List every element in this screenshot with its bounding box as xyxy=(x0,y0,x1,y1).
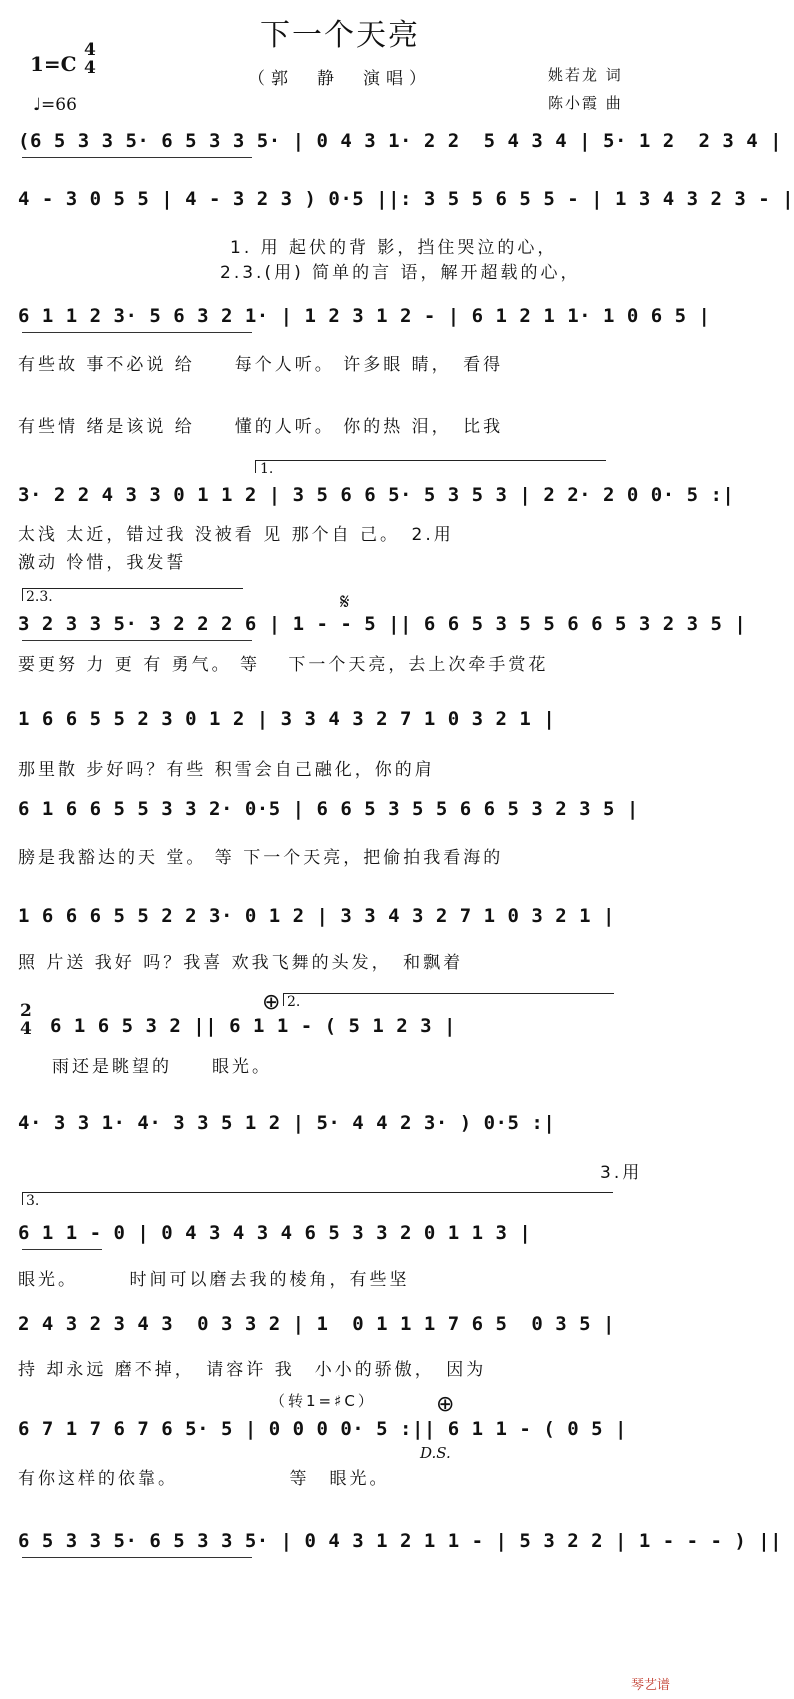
beam-line xyxy=(22,1249,102,1250)
lyric-line-3b: 有些情 绪是该说 给 懂的人听。 你的热 泪， 比我 xyxy=(18,417,504,437)
time-signature-top: 4 xyxy=(84,40,96,60)
beam-line xyxy=(22,157,252,158)
tempo-mark: ♩=66 xyxy=(33,95,77,115)
coda-sign-1: ⊕ xyxy=(262,990,281,1015)
time-signature-bottom: 4 xyxy=(84,58,96,78)
music-line-8: 1 6 6 6 5 5 2 2 3· 0 1 2 | 3 3 4 3 2 7 1 0 3 2 1 | xyxy=(18,905,615,927)
beam-line xyxy=(22,1557,252,1558)
beam-line xyxy=(22,640,252,641)
lyric-line-5: 要更努 力 更 有 勇气。 等 下一个天亮，去上次牵手赏花 xyxy=(18,655,549,675)
volta-bracket-1 xyxy=(255,460,606,473)
lyric-line-4b: 激动 怜惜，我发誓 xyxy=(18,553,187,573)
music-line-13: 6 7 1 7 6 7 6 5· 5 | 0 0 0 0· 5 :|| 6 1 1 - ( 0 5 | xyxy=(18,1418,627,1440)
lyric-line-12: 持 却永远 磨不掉， 请容许 我 小小的骄傲， 因为 xyxy=(18,1360,487,1380)
modulation-note: （转1=♯C） xyxy=(270,1392,376,1410)
beam-line xyxy=(22,332,252,333)
music-line-5: 3 2 3 3 5· 3 2 2 2 6 | 1 - - 5 || 6 6 5 3 5 5 6 6 5 3 2 3 5 | xyxy=(18,613,747,635)
lyric-line-13: 有你这样的依靠。 等 眼光。 xyxy=(18,1469,390,1489)
composer-credit: 陈小霞 曲 xyxy=(548,94,623,112)
key-signature: 1=C xyxy=(30,52,77,76)
time-change-bottom: 4 xyxy=(20,1019,32,1039)
ds-mark: D.S. xyxy=(420,1444,451,1462)
lyric-line-2b: 2.3.(用) 简单的言 语，解开超载的心， xyxy=(220,263,581,283)
music-line-10: 4· 3 3 1· 4· 3 3 5 1 2 | 5· 4 4 2 3· ) 0·5 :| xyxy=(18,1112,556,1134)
music-line-2: 4 - 3 0 5 5 | 4 - 3 2 3 ) 0·5 ||: 3 5 5 6 5 5 - | 1 3 4 3 2 3 - | xyxy=(18,188,794,210)
time-change-top: 2 xyxy=(20,1001,32,1021)
music-line-11: 6 1 1 - 0 | 0 4 3 4 3 4 6 5 3 3 2 0 1 1 3 | xyxy=(18,1222,532,1244)
lyric-line-4a: 太浅 太近，错过我 没被看 见 那个自 己。 2.用 xyxy=(18,525,454,545)
lyric-line-11: 眼光。 时间可以磨去我的棱角，有些坚 xyxy=(18,1270,410,1290)
volta-bracket-2 xyxy=(283,993,614,1006)
volta-bracket-2-3 xyxy=(22,588,243,601)
lyricist-credit: 姚若龙 词 xyxy=(548,66,623,84)
lyric-line-3a: 有些故 事不必说 给 每个人听。 许多眼 睛， 看得 xyxy=(18,355,504,375)
volta-label-1: 1. xyxy=(260,461,274,477)
music-line-6: 1 6 6 5 5 2 3 0 1 2 | 3 3 4 3 2 7 1 0 3 2 1 | xyxy=(18,708,556,730)
music-line-4: 3· 2 2 4 3 3 0 1 1 2 | 3 5 6 6 5· 5 3 5 3 | 2 2· 2 0 0· 5 :| xyxy=(18,484,735,506)
volta-label-2: 2. xyxy=(287,994,301,1010)
volta-label-3: 3. xyxy=(26,1193,40,1209)
song-title: 下一个天亮 xyxy=(260,18,420,53)
music-line-3: 6 1 1 2 3· 5 6 3 2 1· | 1 2 3 1 2 - | 6 1 2 1 1· 1 0 6 5 | xyxy=(18,305,711,327)
music-line-14: 6 5 3 3 5· 6 5 3 3 5· | 0 4 3 1 2 1 1 - | 5 3 2 2 | 1 - - - ) || xyxy=(18,1530,783,1552)
lyric-line-7: 膀是我豁达的天 堂。 等 下一个天亮，把偷拍我看海的 xyxy=(18,848,504,868)
segno-sign: 𝄋 xyxy=(340,590,350,615)
music-line-12: 2 4 3 2 3 4 3 0 3 3 2 | 1 0 1 1 1 7 6 5 0 3 5 | xyxy=(18,1313,615,1335)
music-line-9: 6 1 6 5 3 2 || 6 1 1 - ( 5 1 2 3 | xyxy=(50,1015,456,1037)
lyric-line-2a: 1. 用 起伏的背 影，挡住哭泣的心， xyxy=(230,238,558,258)
volta-bracket-3 xyxy=(22,1192,613,1205)
performer-subtitle: （郭 静 演唱） xyxy=(248,69,432,89)
watermark-logo: 琴艺谱 xyxy=(630,1678,670,1693)
lyric-line-6: 那里散 步好吗？有些 积雪会自己融化，你的肩 xyxy=(18,760,435,780)
music-line-1: (6 5 3 3 5· 6 5 3 3 5· | 0 4 3 1· 2 2 5 4 3 4 | 5· 1 2 2 3 4 | xyxy=(18,130,783,152)
lyric-line-9: 雨还是眺望的 眼光。 xyxy=(52,1057,272,1077)
volta-label-2-3: 2.3. xyxy=(26,589,53,605)
music-line-7: 6 1 6 6 5 5 3 3 2· 0·5 | 6 6 5 3 5 5 6 6 5 3 2 3 5 | xyxy=(18,798,639,820)
coda-sign-2: ⊕ xyxy=(436,1392,455,1417)
lyric-line-8: 照 片送 我好 吗？我喜 欢我飞舞的头发， 和飘着 xyxy=(18,953,464,973)
lyric-line-10: 3.用 xyxy=(600,1163,643,1183)
